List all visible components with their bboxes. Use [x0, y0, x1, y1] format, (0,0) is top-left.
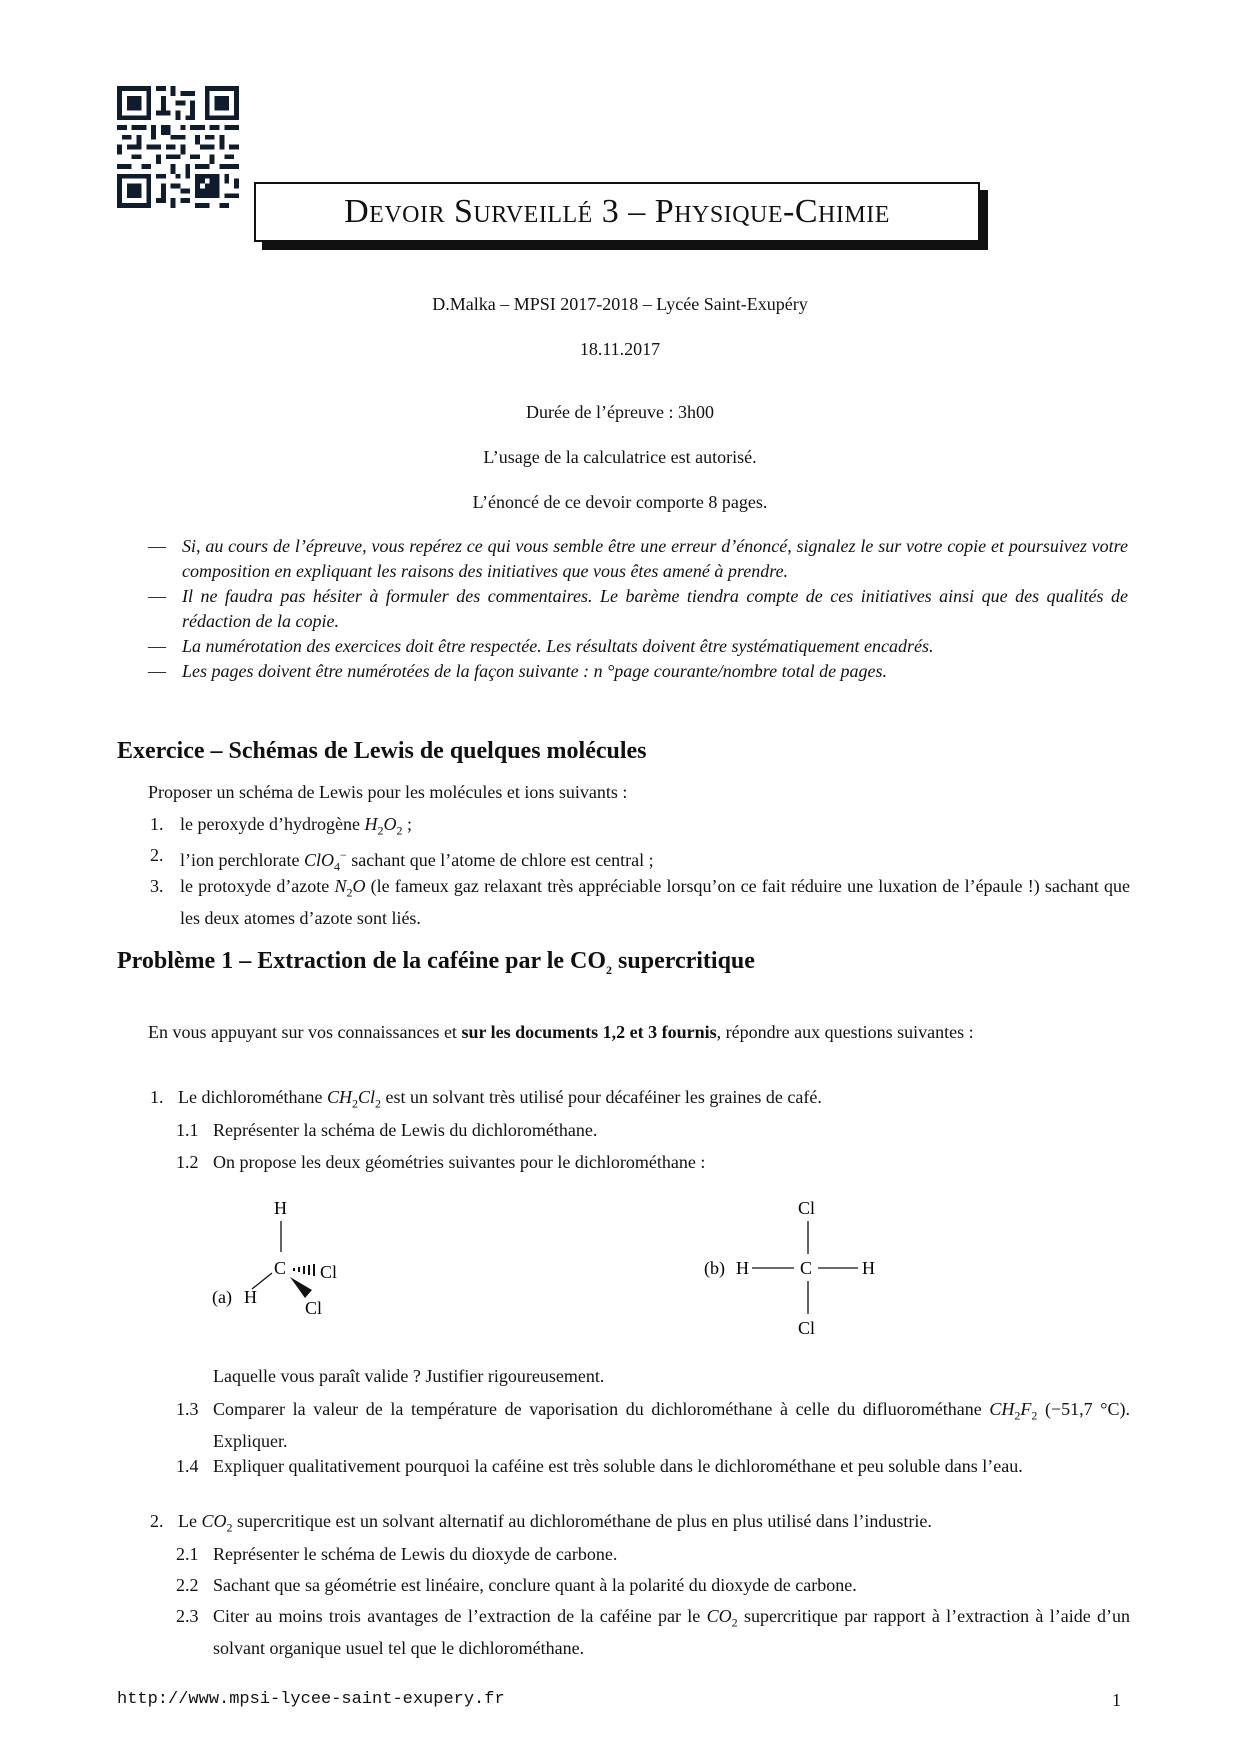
geometry-figure-b [690, 1190, 920, 1340]
author-line: D.Malka – MPSI 2017-2018 – Lycée Saint-Exupéry [432, 294, 808, 314]
atom-cl-bottom: Cl [305, 1298, 323, 1318]
atom-h-top: H [274, 1198, 287, 1218]
atom-c: C [800, 1258, 813, 1278]
exam-duration: Durée de l’épreuve : 3h00 [526, 402, 714, 422]
question-2-2: 2.2 Sachant que sa géométrie est linéaire, conclure quant à la polarité du dioxyde de carbone. [176, 1575, 857, 1595]
atom-h-left: H [736, 1258, 749, 1278]
question-1-2-followup: Laquelle vous paraît valide ? Justifier rigoureusement. [213, 1366, 605, 1386]
instruction-item: — Les pages doivent être numérotées de la façon suivante : n °page courante/nombre total de pages. [148, 659, 1128, 684]
instruction-item: — Si, au cours de l’épreuve, vous repérez ce qui vous semble être une erreur d’énoncé, signalez le sur votre copie et poursuivez votre composition en expliquant les raisons des initiatives que vous êtes amené à prendre. [148, 536, 1128, 581]
instruction-dash: — [148, 586, 166, 606]
wedge-bond-cl [290, 1277, 312, 1298]
exercise-item: 2. l’ion perchlorate ClO$_4$− sachant que l’atome de chlore est central ; [150, 845, 654, 874]
geometry-figure-a [200, 1190, 430, 1330]
problem-intro: En vous appuyant sur vos connaissances et sur les documents 1,2 et 3 fournis, répondre aux questions suivantes : [148, 1022, 974, 1042]
label-a: (a) [212, 1287, 232, 1307]
instruction-dash: — [148, 661, 166, 681]
problem-heading: Problème 1 – Extraction de la caféine par le $CO_2$ supercritique [117, 948, 755, 977]
atom-cl-bottom: Cl [798, 1318, 816, 1338]
exam-date: 18.11.2017 [579, 339, 661, 359]
question-1-4: 1.4 Expliquer qualitativement pourquoi la caféine est très soluble dans le dichlorométhane et peu soluble dans l’eau. [176, 1456, 1023, 1476]
atom-cl-top: Cl [798, 1198, 816, 1218]
exercise-item: 3. le protoxyde d’azote $N_2O$ (le fameux gaz relaxant très appréciable lorsqu’on ce fait réduire une luxation de l’épaule !) sachant que les deux atomes d’azote sont liés. [150, 876, 1130, 928]
page-title: Devoir Surveillé 3 – Physique-Chimie [344, 193, 890, 230]
question-2: 2. Le $CO_2$ supercritique est un solvant alternatif au dichlorométhane de plus en plus utilisé dans l’industrie. [150, 1511, 932, 1535]
question-1-2: 1.2 On propose les deux géométries suivantes pour le dichlorométhane : [176, 1152, 706, 1172]
instruction-item: — La numérotation des exercices doit être respectée. Les résultats doivent être systématiquement encadrés. [148, 634, 1128, 659]
instruction-dash: — [148, 636, 166, 656]
exercise-heading: Exercice – Schémas de Lewis de quelques molécules [117, 738, 647, 764]
exercise-item: 1. le peroxyde d’hydrogène $H_2O_2$ ; [150, 814, 412, 838]
instruction-dash: — [148, 536, 166, 556]
hashed-bond-cl [294, 1264, 314, 1276]
question-1-3: 1.3 Comparer la valeur de la température de vaporisation du dichlorométhane à celle du difluorométhane $CH_2F_2$ (−51,7 °C). Expliquer. [176, 1399, 1130, 1451]
exercise-intro: Proposer un schéma de Lewis pour les molécules et ions suivants : [148, 782, 628, 802]
page-count-note: L’énoncé de ce devoir comporte 8 pages. [472, 492, 768, 512]
footer-url[interactable]: http://www.mpsi-lycee-saint-exupery.fr [117, 1690, 505, 1709]
question-2-1: 2.1 Représenter le schéma de Lewis du dioxyde de carbone. [176, 1544, 618, 1564]
question-2-3: 2.3 Citer au moins trois avantages de l’extraction de la caféine par le $CO_2$ supercritique par rapport à l’extraction à l’aide d’un solvant organique usuel tel que le dichlorométhane. [176, 1606, 1130, 1658]
page-number: 1 [1112, 1690, 1121, 1710]
question-1: 1. Le dichlorométhane $CH_2Cl_2$ est un solvant très utilisé pour décaféiner les graines de café. [150, 1087, 822, 1111]
calculator-note: L’usage de la calculatrice est autorisé. [483, 447, 757, 467]
question-1-1: 1.1 Représenter la schéma de Lewis du dichlorométhane. [176, 1120, 598, 1140]
qr-code [117, 86, 239, 208]
instruction-item: — Il ne faudra pas hésiter à formuler des commentaires. Le barème tiendra compte de ces initiatives ainsi que des qualités de rédaction de la copie. [148, 586, 1128, 631]
atom-cl-right: Cl [320, 1262, 338, 1282]
atom-c: C [274, 1258, 287, 1278]
atom-h-left: H [244, 1287, 257, 1307]
atom-h-right: H [862, 1258, 875, 1278]
instructions-list [148, 534, 1128, 684]
label-b: (b) [704, 1258, 725, 1278]
title-box [254, 182, 980, 242]
